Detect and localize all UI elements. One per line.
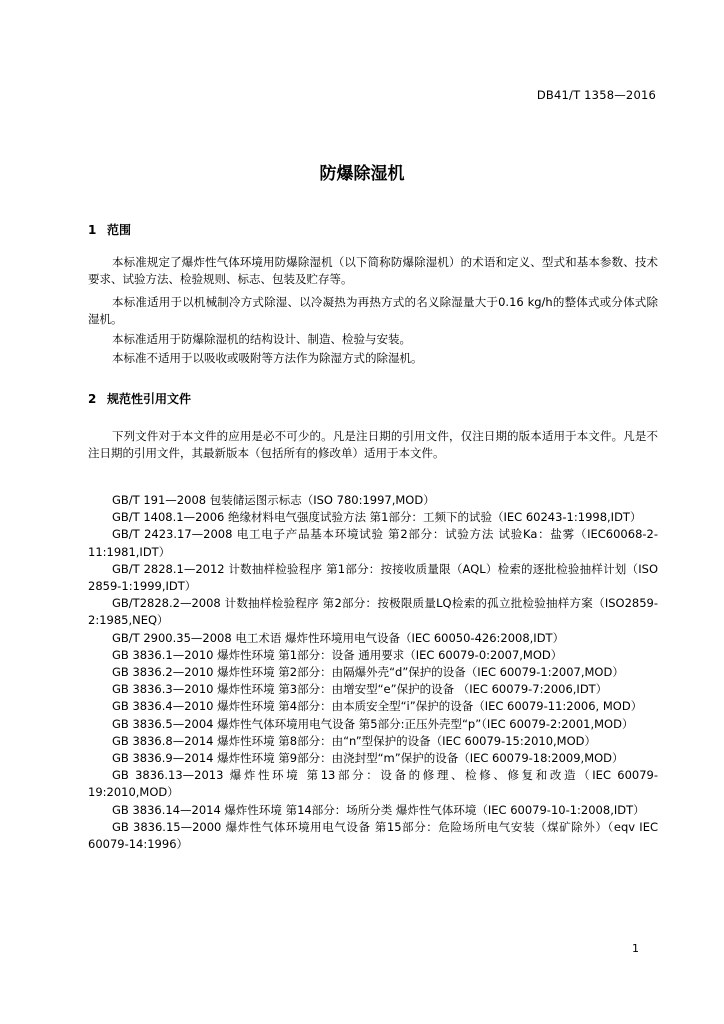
page-number: 1 bbox=[632, 942, 639, 955]
reference-item: GB 3836.14—2014 爆炸性环境 第14部分：场所分类 爆炸性气体环境（IEC 60079-10-1:2008,IDT） bbox=[112, 802, 645, 817]
reference-item: GB 3836.2—2010 爆炸性环境 第2部分：由隔爆外壳“d”保护的设备（IEC 60079-1:2007,MOD） bbox=[112, 665, 624, 680]
reference-item: GB/T 2423.17—2008 电工电子产品基本环境试验 第2部分：试验方法 试验Ka：盐雾（IEC60068-2-11:1981,IDT） bbox=[88, 527, 658, 559]
reference-item: GB 3836.13—2013 爆炸性环境 第13部分：设备的修理、检修、修复和改造（IEC 60079-19:2010,MOD） bbox=[88, 768, 658, 800]
reference-item: GB 3836.15—2000 爆炸性气体环境用电气设备 第15部分：危险场所电气安装（煤矿除外）（eqv IEC 60079-14:1996） bbox=[88, 819, 658, 852]
section-1-number: 1 bbox=[88, 223, 97, 237]
section-2-heading bbox=[88, 390, 191, 407]
reference-item: GB/T 2828.1—2012 计数抽样检验程序 第1部分：按接收质量限（AQL）检索的逐批检验抽样计划（ISO 2859-1:1999,IDT） bbox=[88, 561, 658, 594]
reference-list bbox=[88, 492, 658, 853]
reference-item: GB/T 1408.1—2006 绝缘材料电气强度试验方法 第1部分：工频下的试验（IEC 60243-1:1998,IDT） bbox=[112, 510, 642, 525]
reference-item: GB/T 191—2008 包装储运图示标志（ISO 780:1997,MOD） bbox=[112, 493, 435, 507]
section-1-title: 范围 bbox=[107, 223, 132, 237]
reference-item: GB/T2828.2—2008 计数抽样检验程序 第2部分：按极限质量LQ检索的孤立批检验抽样方案（ISO2859-2:1985,NEQ） bbox=[88, 596, 658, 628]
reference-item: GB 3836.1—2010 爆炸性环境 第1部分：设备 通用要求（IEC 60079-0:2007,MOD） bbox=[112, 647, 563, 662]
reference-item: GB 3836.3—2010 爆炸性环境 第3部分：由增安型“e”保护的设备 （IEC 60079-7:2006,IDT） bbox=[112, 682, 608, 697]
scope-paragraph: 本标准适用于以机械制冷方式除湿、以冷凝热为再热方式的名义除湿量大于0.16 kg/h的整体式或分体式除湿机。 bbox=[88, 295, 658, 326]
section-2-title: 规范性引用文件 bbox=[107, 392, 192, 406]
reference-item: GB 3836.9—2014 爆炸性环境 第9部分：由浇封型“m”保护的设备（IEC 60079-18:2009,MOD） bbox=[112, 751, 624, 766]
normative-intro: 下列文件对于本文件的应用是必不可少的。凡是注日期的引用文件，仅注日期的版本适用于本文件。凡是不注日期的引用文件，其最新版本（包括所有的修改单）适用于本文件。 bbox=[88, 429, 658, 460]
section-1-heading bbox=[88, 221, 131, 238]
reference-item: GB/T 2900.35—2008 电工术语 爆炸性环境用电气设备（IEC 60050-426:2008,IDT） bbox=[112, 630, 565, 645]
reference-item: GB 3836.5—2004 爆炸性气体环境用电气设备 第5部分:正压外壳型“p”（IEC 60079-2:2001,MOD） bbox=[112, 716, 634, 731]
reference-item: GB 3836.8—2014 爆炸性环境 第8部分：由“n”型保护的设备（IEC 60079-15:2010,MOD） bbox=[112, 733, 596, 748]
scope-paragraph: 本标准适用于防爆除湿机的结构设计、制造、检验与安装。 bbox=[112, 332, 411, 346]
standard-number: DB41/T 1358—2016 bbox=[536, 88, 656, 102]
scope-paragraph: 本标准规定了爆炸性气体环境用防爆除湿机（以下简称防爆除湿机）的术语和定义、型式和基本参数、技术要求、试验方法、检验规则、标志、包装及贮存等。 bbox=[88, 255, 658, 286]
scope-paragraph: 本标准不适用于以吸收或吸附等方法作为除湿方式的除湿机。 bbox=[112, 351, 423, 365]
document-title: 防爆除湿机 bbox=[319, 164, 405, 184]
reference-item: GB 3836.4—2010 爆炸性环境 第4部分：由本质安全型“i”保护的设备（IEC 60079-11:2006, MOD） bbox=[112, 699, 643, 714]
section-2-number: 2 bbox=[88, 392, 97, 406]
